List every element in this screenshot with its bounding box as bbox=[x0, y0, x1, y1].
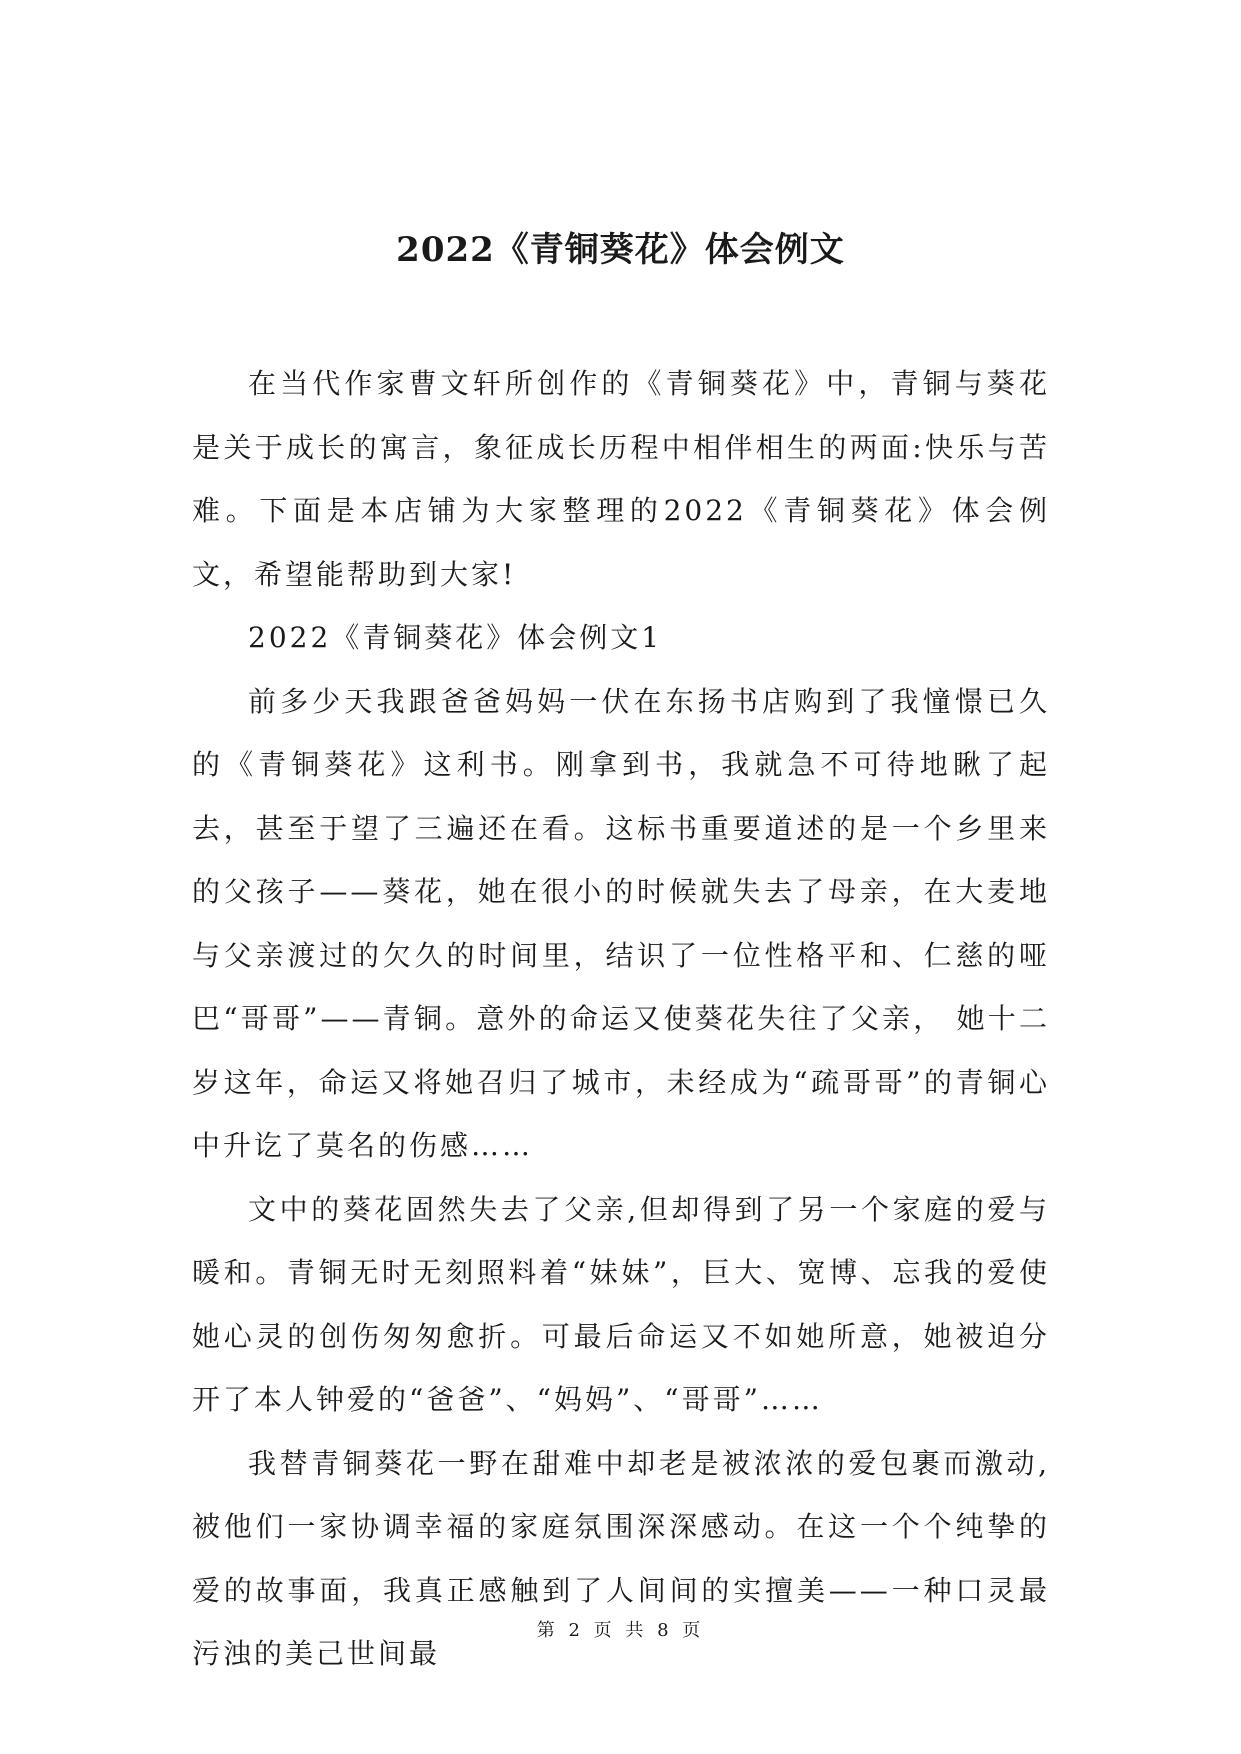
body-paragraph: 前多少天我跟爸爸妈妈一伏在东扬书店购到了我憧憬已久的《青铜葵花》这利书。刚拿到书，我就急不可待地瞅了起去，甚至于望了三遍还在看。这标书重要道述的是一个乡里来的父孩子——葵花，她在很小的时候就失去了母亲，在大麦地与父亲渡过的欠久的时间里，结识了一位性格平和、仁慈的哑巴“哥哥”——青铜。意外的命运又使葵花失往了父亲， 她十二岁这年，命运又将她召归了城市，未经成为“疏哥哥”的青铜心中升讫了莫名的伤感…… bbox=[192, 684, 1050, 1162]
footer-prefix: 第 bbox=[536, 1620, 559, 1641]
intro-paragraph: 在当代作家曹文轩所创作的《青铜葵花》中，青铜与葵花是关于成长的寓言，象征成长历程中相伴相生的两面:快乐与苦难。下面是本店铺为大家整理的2022《青铜葵花》体会例文，希望能帮助到大家! bbox=[192, 367, 1050, 591]
document-title: 2022《青铜葵花》体会例文 bbox=[396, 230, 845, 270]
footer-suffix: 页 bbox=[682, 1620, 705, 1641]
body-paragraph: 文中的葵花固然失去了父亲,但却得到了另一个家庭的爱与暖和。青铜无时无刻照料着“妹妹”，巨大、宽博、忘我的爱使她心灵的创伤匆匆愈折。可最后命运又不如她所意，她被迫分开了本人钟爱的“爸爸”、“妈妈”、“哥哥”…… bbox=[192, 1192, 1050, 1416]
footer-middle: 页 共 bbox=[593, 1620, 648, 1641]
page-footer bbox=[0, 1616, 1241, 1642]
footer-total-pages: 8 bbox=[657, 1620, 673, 1641]
body-paragraph: 我替青铜葵花一野在甜难中却老是被浓浓的爱包裹而激动,被他们一家协调幸福的家庭氛围深深感动。在这一个个纯挚的爱的故事面，我真正感触到了人间间的实擅美——一种口灵最污浊的美己世间最 bbox=[192, 1446, 1050, 1670]
document-body bbox=[192, 352, 1050, 1686]
footer-current-page: 2 bbox=[568, 1620, 584, 1641]
section-heading: 2022《青铜葵花》体会例文1 bbox=[248, 621, 663, 654]
